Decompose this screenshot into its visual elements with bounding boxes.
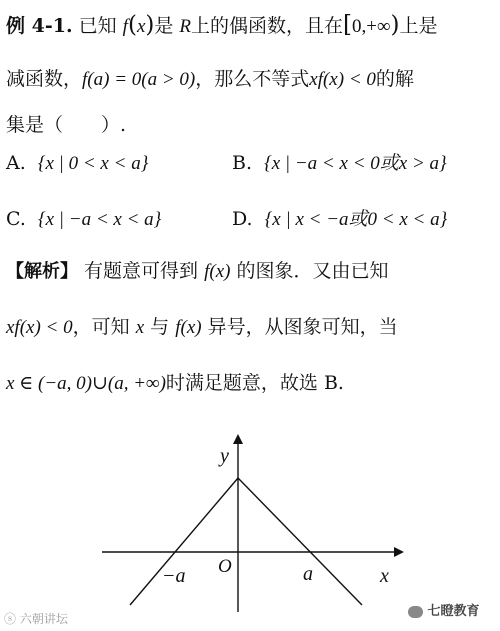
y-axis-label: y — [220, 445, 229, 467]
weibo-icon: ⓢ — [4, 612, 17, 626]
solution-line-1: 【解析】 有题意可得到 f(x) 的图象．又由已知 — [6, 260, 389, 282]
option-a: A. {x | 0 < x < a} — [6, 152, 149, 174]
wechat-icon — [408, 606, 423, 618]
watermark-right: 七瞪教育 — [408, 600, 480, 619]
problem-line-1: 例 4-1. 已知 f(x)是 R上的偶函数，且在[0,+∞)上是 — [6, 12, 438, 38]
graph-right-branch — [238, 478, 362, 605]
a-label: a — [303, 563, 313, 585]
condition-expr: f(a) = 0(a > 0) — [82, 69, 196, 90]
option-d: D. {x | x < −a或0 < x < a} — [232, 208, 448, 230]
problem-number: 例 4-1. — [6, 15, 73, 37]
problem-line-2: 减函数，f(a) = 0(a > 0)，那么不等式xf(x) < 0的解 — [6, 68, 414, 90]
origin-label: O — [218, 556, 232, 577]
neg-a-label: −a — [162, 565, 186, 587]
inequality-expr: xf(x) < 0 — [309, 69, 376, 90]
solution-line-2: xf(x) < 0，可知 x 与 f(x) 异号，从图象可知，当 — [6, 316, 398, 338]
x-axis-label: x — [380, 565, 389, 587]
problem-line-3: 集是（ ）. — [6, 114, 127, 136]
watermark-left: ⓢ 六朝讲坛 — [4, 612, 68, 626]
option-b: B. {x | −a < x < 0或x > a} — [232, 152, 447, 174]
solution-heading: 【解析】 — [6, 261, 78, 282]
option-c: C. {x | −a < x < a} — [6, 208, 162, 230]
solution-line-3: x ∈ (−a, 0)∪(a, +∞)时满足题意，故选 B. — [6, 372, 344, 394]
